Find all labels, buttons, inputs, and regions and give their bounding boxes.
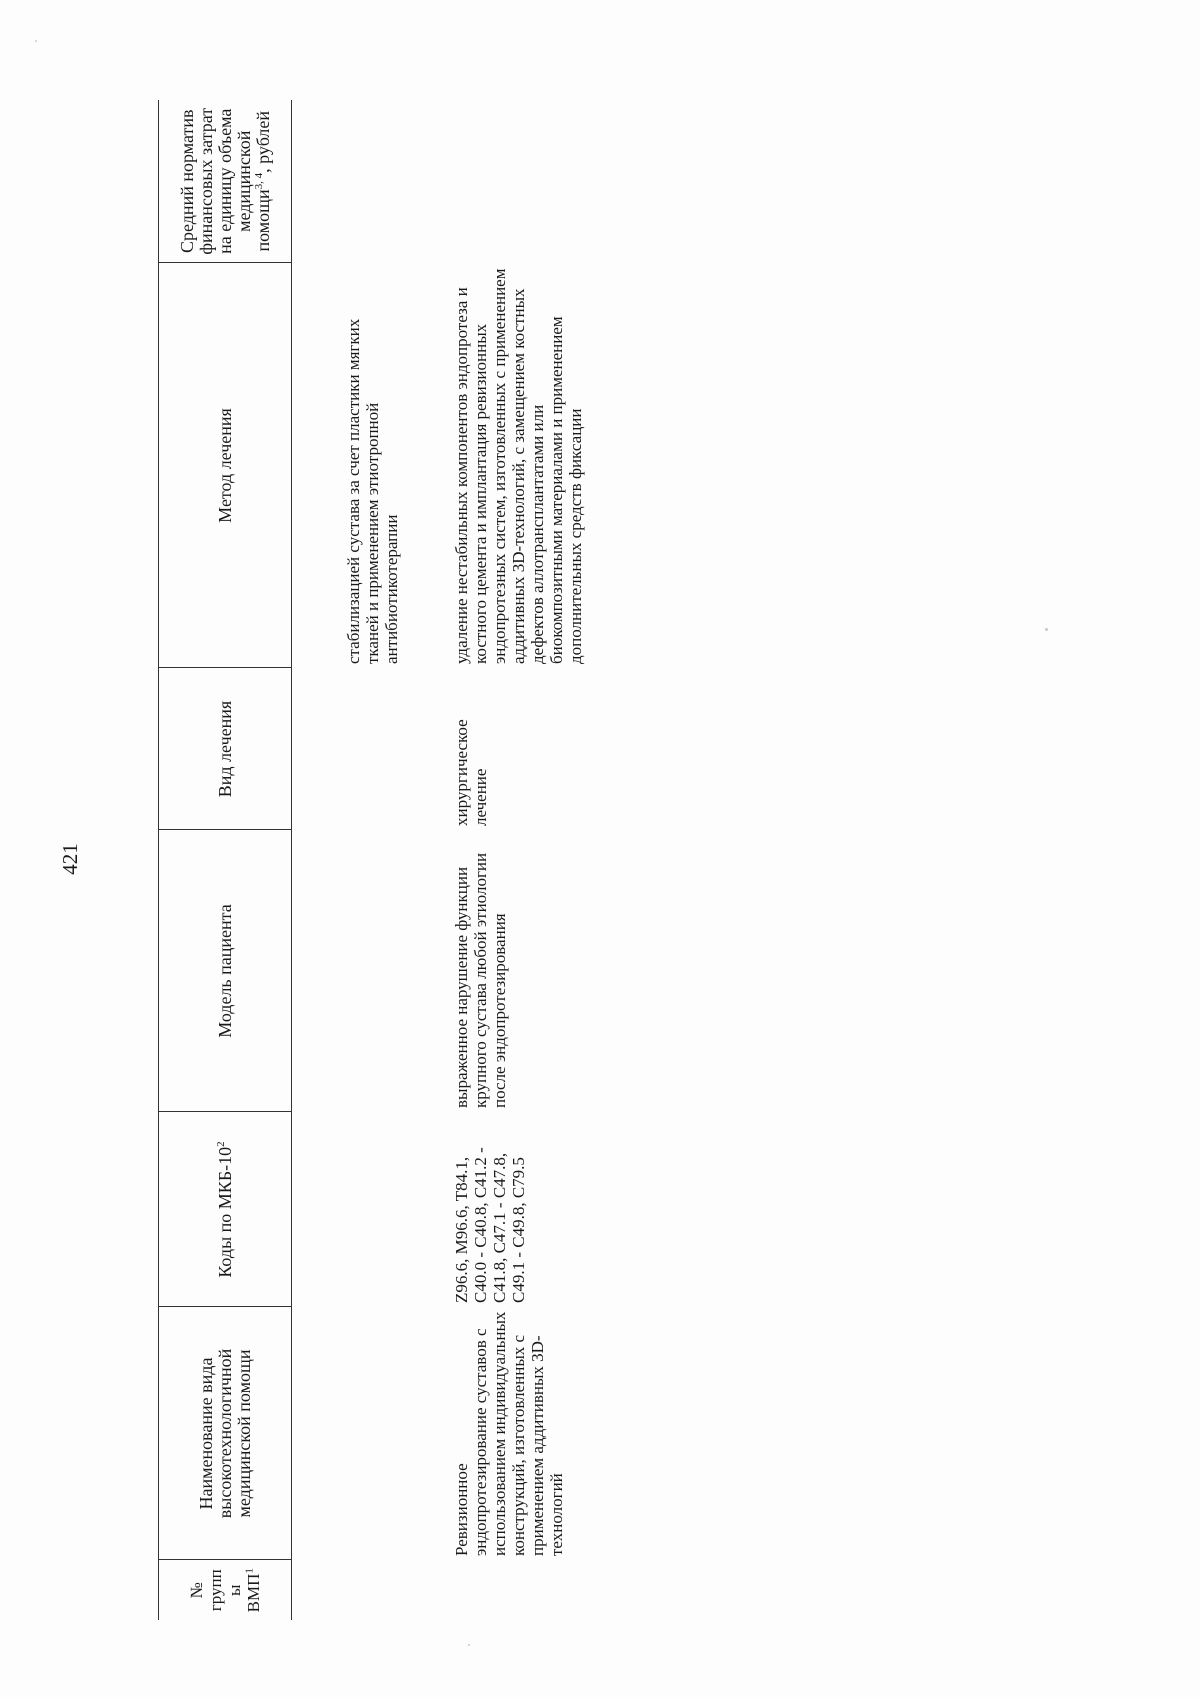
cell-name xyxy=(344,1307,452,1560)
header-codes-footnote: 2 xyxy=(214,1141,227,1147)
cell-codes xyxy=(344,1112,452,1307)
table-header-row xyxy=(159,100,292,1620)
header-treatment-method: Метод лечения xyxy=(159,263,292,668)
header-treatment-type: Вид лечения xyxy=(159,668,292,830)
cell-codes: Z96.6, M96.6, T84.1, C40.0 - C40.8, C41.2 - C41.8, C47.1 - C47.8, C49.1 - C49.8, C79.5 xyxy=(452,1147,528,1303)
cell-patient-model xyxy=(344,830,452,1112)
header-group-no: № групп ы ВМП$^1$ xyxy=(159,1560,292,1620)
cell-treatment-method: удаление нестабильных компонентов эндопротеза и костного цемента и имплантация ревизионных эндопротезных систем, изготовленных с применением аддитивных 3D-технологий, с замещением костных дефектов аллотрансплантатами или биокомпозитными материалами и применением дополнительных средств фиксации xyxy=(452,268,585,664)
cell-treatment-method: стабилизацией сустава за счет пластики мягких тканей и применением этиотропной антибиотикотерапии xyxy=(344,318,401,664)
table-spacer-row xyxy=(292,100,345,1620)
cell-patient-model: выраженное нарушение функции крупного сустава любой этиологии после эндопротезирования xyxy=(452,852,509,1108)
cell-cost-norm xyxy=(344,100,452,263)
cell-name: Ревизионное эндопротезирование суставов с использованием индивидуальных конструкций, изготовленных с применением аддитивных 3D-технологий xyxy=(452,1311,566,1556)
scan-speck xyxy=(1045,628,1048,631)
cell-group-no xyxy=(452,1560,782,1620)
header-cost-norm-text: Средний норматив финансовых затрат на единицу объема медицинской помощи xyxy=(176,107,273,255)
table-row xyxy=(344,100,452,1620)
cell-treatment-type xyxy=(344,668,452,830)
page-number: 421 xyxy=(58,843,82,875)
table-row xyxy=(452,100,782,1620)
header-codes-text: Коды по МКБ-10 xyxy=(214,1146,235,1278)
rotated-table-container xyxy=(158,100,858,1620)
header-patient-model: Модель пациента xyxy=(159,830,292,1112)
cell-treatment-type: хирургическое лечение xyxy=(452,719,490,826)
cell-cost-norm xyxy=(452,100,782,263)
header-cost-norm-tail: , рублей xyxy=(252,110,273,173)
cell-group-no xyxy=(344,1560,452,1620)
header-codes xyxy=(159,1112,292,1307)
vmp-table xyxy=(158,100,782,1620)
scan-speck xyxy=(468,1644,470,1646)
header-name: Наименование вида высокотехнологичной медицинской помощи xyxy=(159,1307,292,1560)
header-cost-norm-footnote: 3, 4 xyxy=(252,172,265,190)
header-cost-norm xyxy=(159,100,292,263)
scan-speck xyxy=(35,40,37,42)
